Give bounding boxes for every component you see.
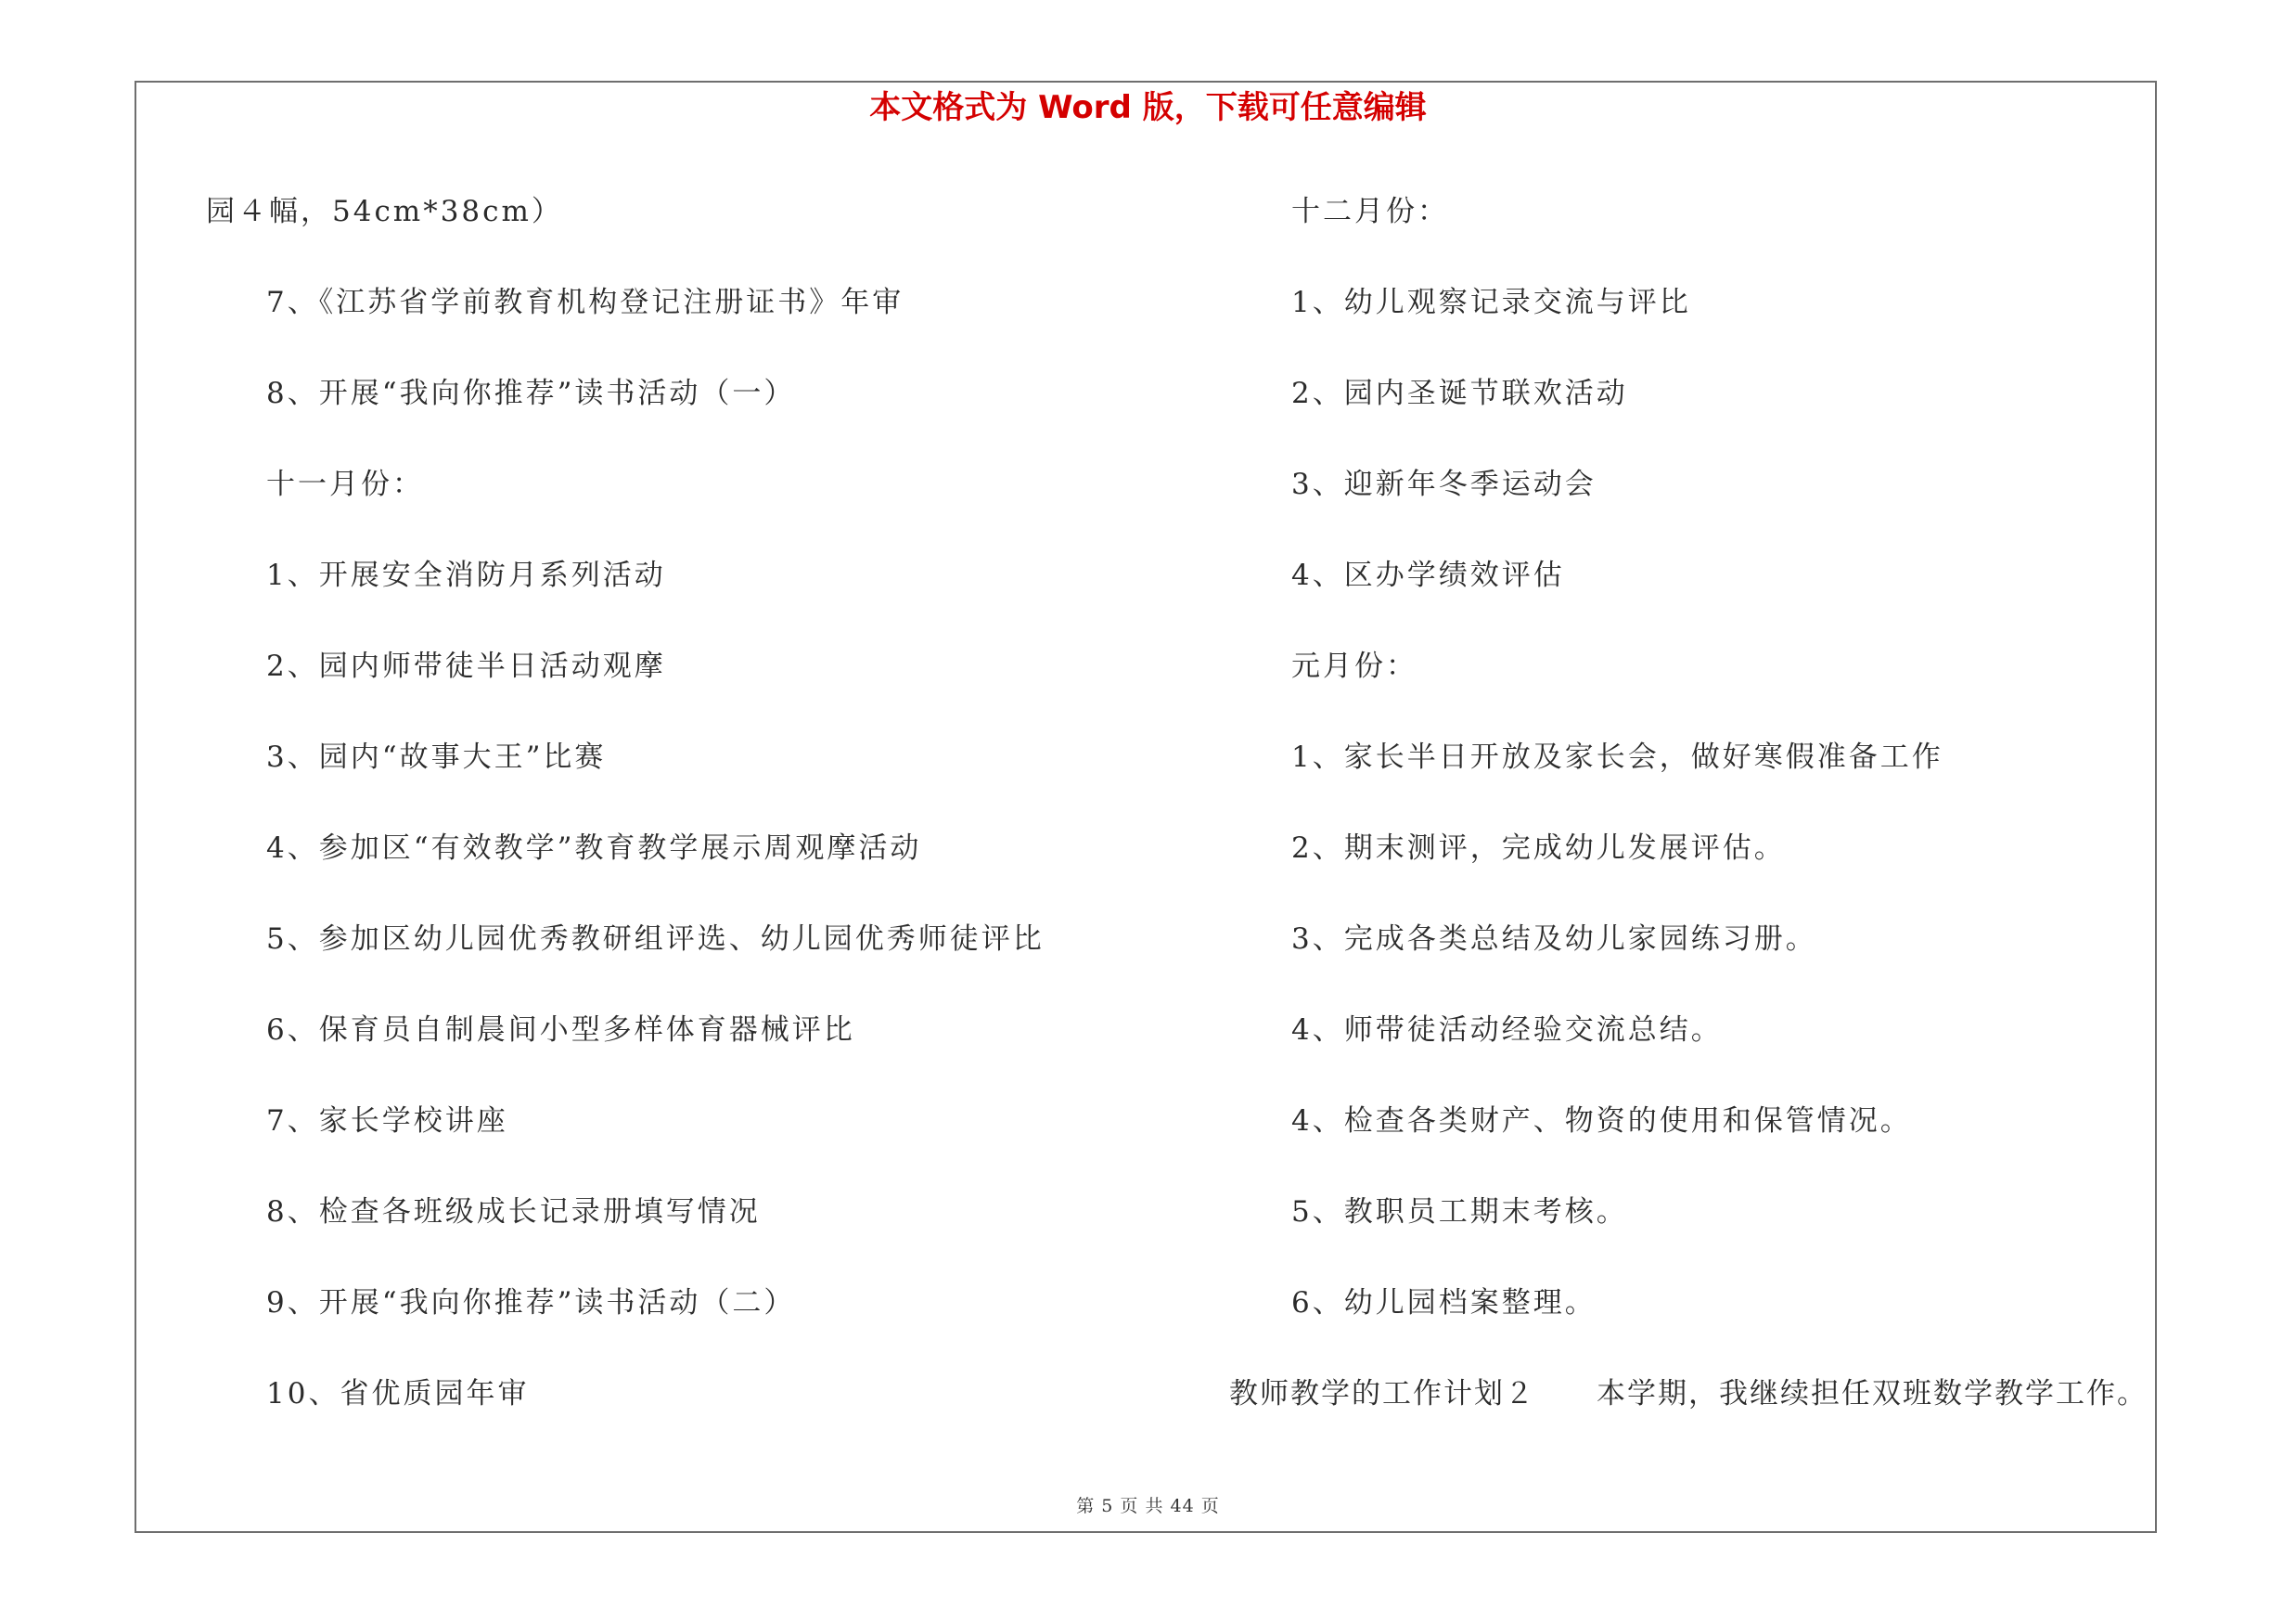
left-line-2: 7、《江苏省学前教育机构登记注册证书》年审 (266, 286, 904, 319)
left-line-5: 1、开展安全消防月系列活动 (266, 559, 666, 592)
left-line-13: 9、开展“我向你推荐”读书活动（二） (266, 1286, 796, 1320)
right-line-14: 教师教学的工作计划２ 本学期，我继续担任双班数学教学工作。 (1229, 1377, 2148, 1410)
left-line-3: 8、开展“我向你推荐”读书活动（一） (266, 377, 796, 410)
left-line-9: 5、参加区幼儿园优秀教研组评选、幼儿园优秀师徒评比 (266, 922, 1045, 956)
right-section-heading-december: 十二月份： (1291, 195, 1449, 228)
left-line-11: 7、家长学校讲座 (266, 1104, 508, 1138)
right-section-heading-january: 元月份： (1291, 650, 1417, 683)
right-line-7: 1、家长半日开放及家长会，做好寒假准备工作 (1291, 741, 1943, 774)
right-line-9: 3、完成各类总结及幼儿家园练习册。 (1291, 922, 1817, 956)
right-line-10: 4、师带徒活动经验交流总结。 (1291, 1013, 1723, 1047)
left-line-6: 2、园内师带徒半日活动观摩 (266, 650, 666, 683)
right-line-2: 1、幼儿观察记录交流与评比 (1291, 286, 1691, 319)
page-footer: 第 5 页 共 44 页 (1076, 1496, 1220, 1516)
left-line-12: 8、检查各班级成长记录册填写情况 (266, 1195, 761, 1229)
right-line-11: 4、检查各类财产、物资的使用和保管情况。 (1291, 1104, 1912, 1138)
right-line-5: 4、区办学绩效评估 (1291, 559, 1565, 592)
left-line-1: 园４幅，54cm*38cm） (206, 195, 563, 228)
left-line-14: 10、省优质园年审 (266, 1377, 530, 1410)
right-line-4: 3、迎新年冬季运动会 (1291, 468, 1597, 501)
right-line-8: 2、期末测评，完成幼儿发展评估。 (1291, 831, 1786, 865)
right-line-3: 2、园内圣诞节联欢活动 (1291, 377, 1628, 410)
right-line-12: 5、教职员工期末考核。 (1291, 1195, 1628, 1229)
right-line-13: 6、幼儿园档案整理。 (1291, 1286, 1597, 1320)
left-line-7: 3、园内“故事大王”比赛 (266, 741, 607, 774)
header-banner: 本文格式为 Word 版，下载可任意编辑 (869, 89, 1427, 126)
left-line-10: 6、保育员自制晨间小型多样体育器械评比 (266, 1013, 855, 1047)
left-section-heading-november: 十一月份： (266, 468, 424, 501)
left-line-8: 4、参加区“有效教学”教育教学展示周观摩活动 (266, 831, 922, 865)
